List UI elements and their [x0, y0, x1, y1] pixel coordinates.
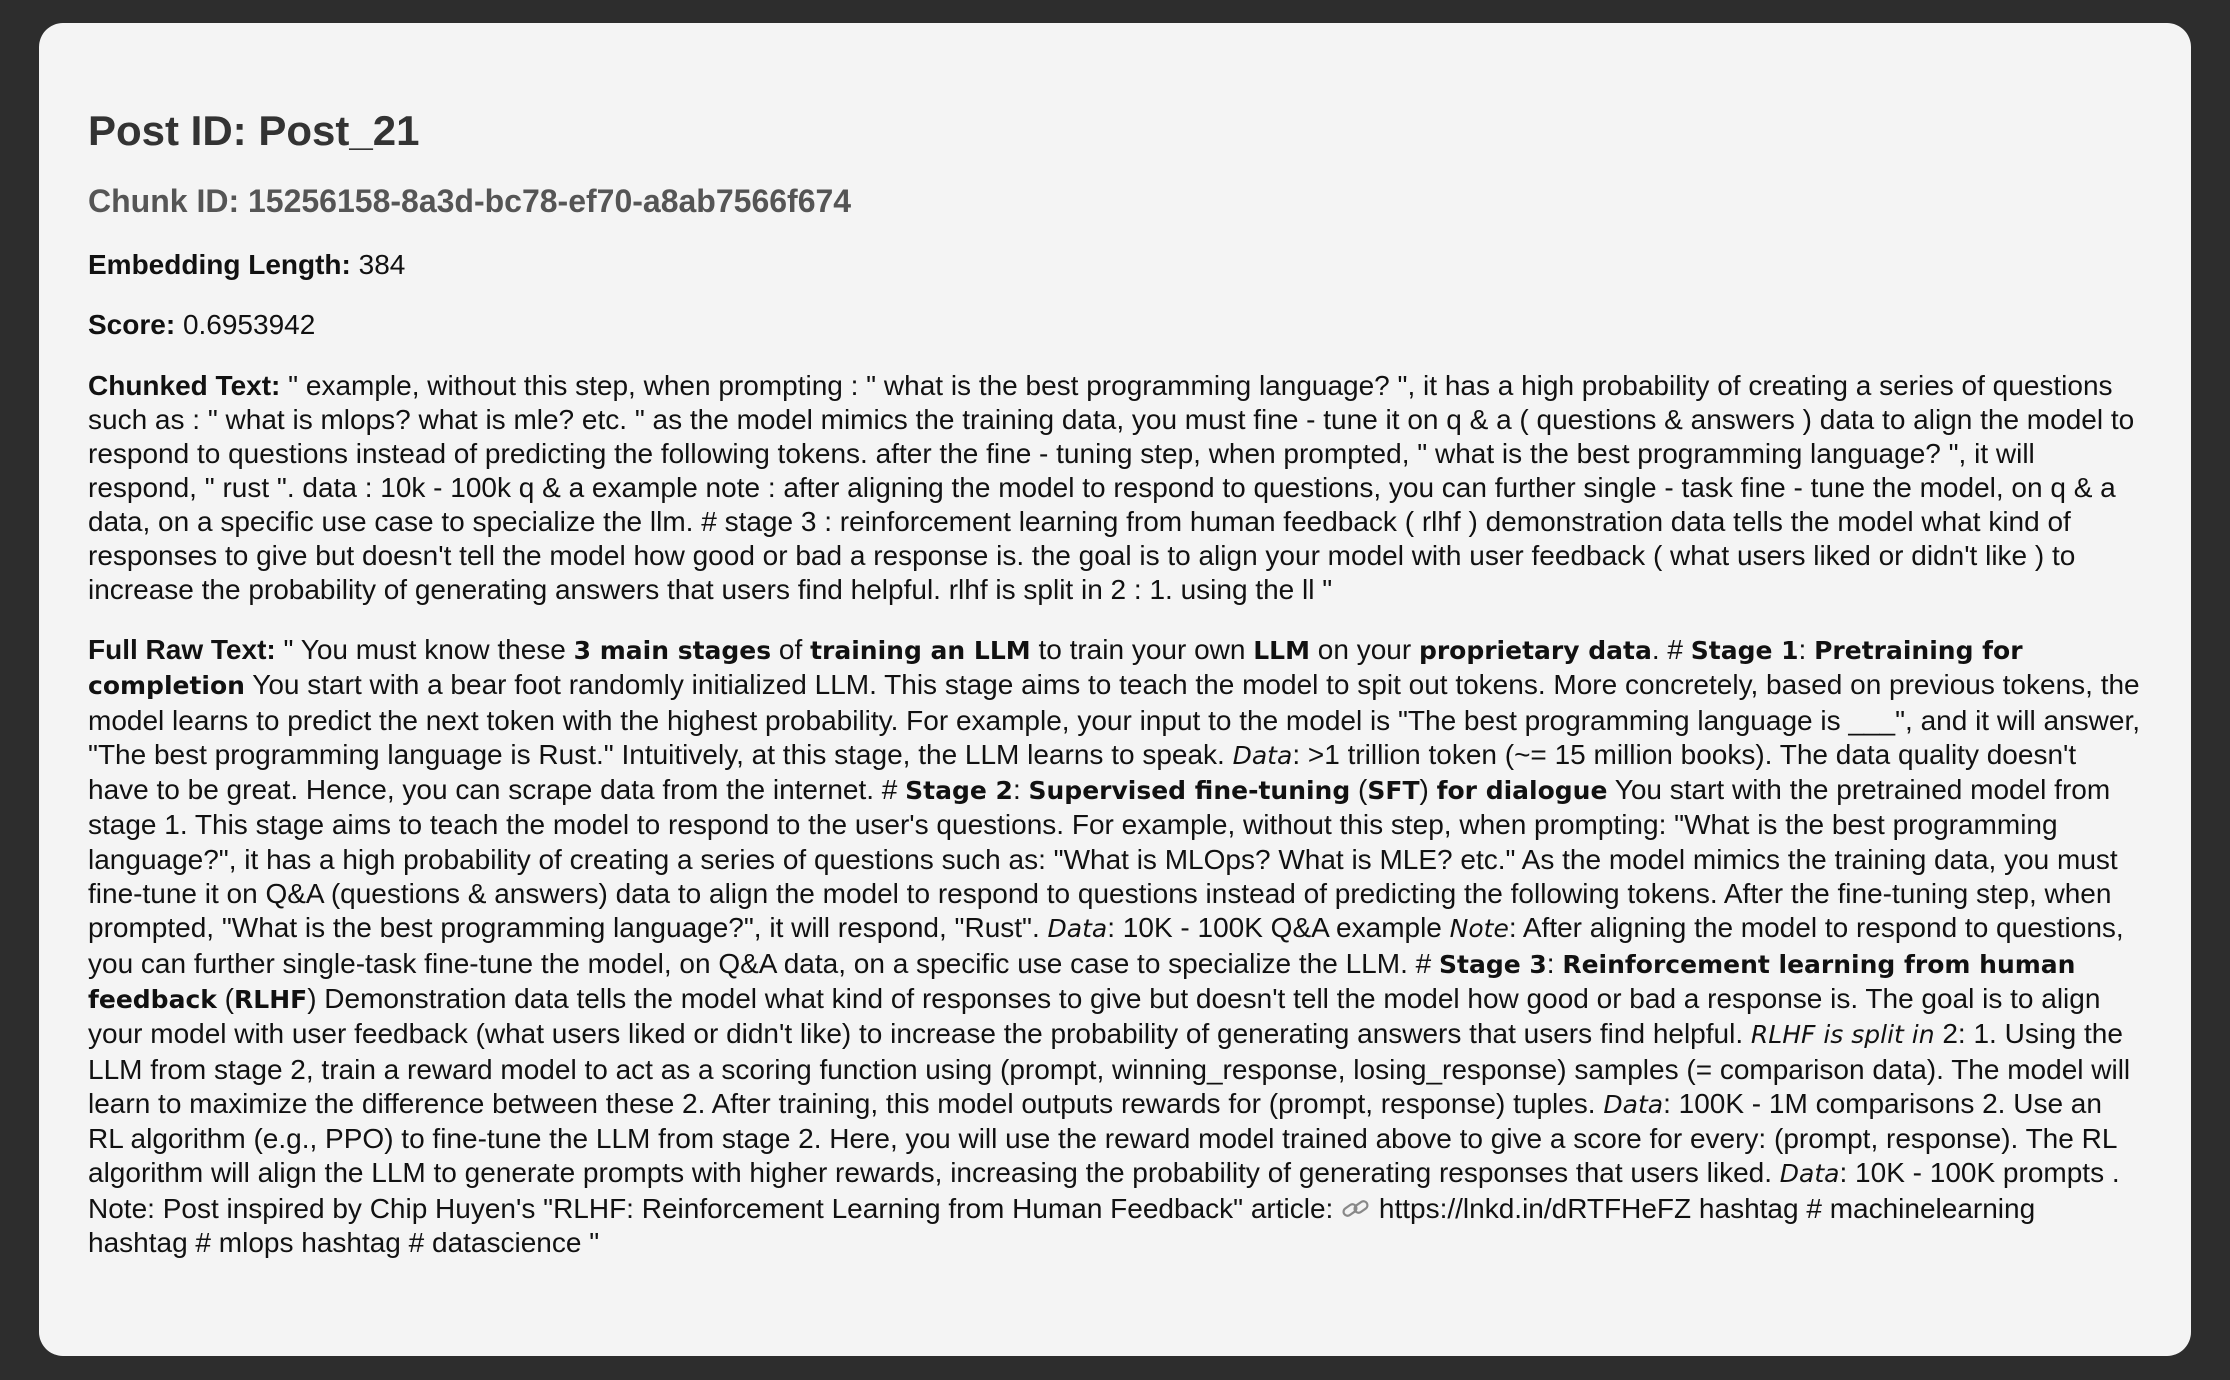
post-title-label: Post ID: — [88, 107, 247, 154]
score-label: Score: — [88, 309, 176, 340]
raw-text-italic: Data — [1603, 1089, 1664, 1119]
raw-text-segment: . # — [1651, 634, 1691, 665]
raw-text-emphasis: Supervised fine-tuning — [1028, 776, 1351, 806]
post-title — [88, 105, 2141, 157]
raw-text-segment: : — [1798, 634, 1815, 665]
raw-text-segment: ( — [1350, 774, 1368, 806]
full-raw-text-field — [88, 633, 2141, 1260]
full-raw-text-label: Full Raw Text: — [88, 634, 276, 665]
raw-text-segment: " You must know these — [283, 634, 574, 665]
raw-text-emphasis: RLHF — [234, 984, 308, 1014]
raw-text-emphasis: SFT — [1367, 776, 1420, 806]
raw-text-segment: : 100K - 1M comparisons 2. Use an RL algorithm (e.g., PPO) to fine-tune the LLM from stage 2. Here, you will use the reward model trained above to give a score for every: (prompt, response). The RL algorithm will align the LLM to generate prompts with higher rewards, increasing the probability of generating responses that users liked. — [88, 1087, 2117, 1189]
raw-text-emphasis: Reinforcement learning from human feedback — [88, 949, 2076, 1014]
raw-text-emphasis: Stage 1 — [1690, 636, 1799, 665]
raw-text-segment: ( — [216, 982, 235, 1014]
raw-text-italic: Note — [1449, 914, 1509, 944]
raw-text-segment: You start with the pretrained model from stage 1. This stage aims to teach the model to respond to the user's questions. For example, without this step, when prompting: "What is the best programming language?", it has a high probability of creating a series of questions such as: "What is MLOps? What is MLE? etc." As the model mimics the training data, you must fine-tune it on Q&A (questions & answers) data to align the model to respond to questions instead of predicting the following tokens. After the fine-tuning step, when prompted, "What is the best programming language?", it will respond, "Rust". — [88, 774, 2118, 944]
raw-text-segment: : >1 trillion token (~= 15 million books). The data quality doesn't have to be great. Hence, you can scrape data from the internet. # — [88, 738, 2077, 806]
raw-text-segment: You start with a bear foot randomly initialized LLM. This stage aims to teach the model to spit out tokens. More concretely, based on previous tokens, the model learns to predict the next token with the highest probability. For example, your input to the model is "The best programming language is ___", and it will answer, "The best programming language is Rust." Intuitively, at this stage, the LLM learns to speak. — [88, 669, 2141, 770]
chunked-text-label: Chunked Text: — [88, 370, 281, 401]
raw-text-emphasis: training an LLM — [810, 636, 1031, 665]
raw-text-segment: to train your own — [1030, 634, 1254, 665]
raw-text-segment: : After aligning the model to respond to questions, you can further single-task fine-tune the model, on Q&A data, on a specific use case to specialize the LLM. # — [88, 912, 2124, 979]
link-icon — [1341, 1194, 1371, 1216]
chunk-id-label: Chunk ID: — [88, 183, 240, 219]
raw-text-italic: RLHF is split in — [1750, 1020, 1935, 1050]
raw-text-emphasis: LLM — [1253, 636, 1310, 665]
raw-text-segment: : — [1546, 947, 1563, 979]
embedding-length-value: 384 — [358, 249, 406, 280]
raw-text-italic: Data — [1047, 914, 1108, 944]
raw-text-emphasis: 3 main stages — [573, 636, 772, 665]
raw-text-italic: Data — [1232, 740, 1293, 770]
chunked-text-field — [88, 369, 2141, 607]
raw-text-segment: https://lnkd.in/dRTFHeFZ hashtag # machinelearning hashtag # mlops hashtag # datascience " — [88, 1192, 2036, 1259]
raw-text-segment: : — [1012, 774, 1029, 806]
raw-text-emphasis: for dialogue — [1436, 776, 1608, 806]
score-value: 0.6953942 — [182, 309, 316, 340]
post-id-value: Post_21 — [258, 107, 420, 154]
raw-text-segment: ) — [1419, 774, 1437, 806]
raw-text-segment: ) Demonstration data tells the model what kind of responses to give but doesn't tell the model how good or bad a response is. The goal is to align your model with user feedback (what users liked or didn't like) to increase the probability of generating answers that users find helpful. — [88, 982, 2101, 1050]
score-field — [88, 308, 2141, 342]
raw-text-emphasis: Pretraining for completion — [88, 636, 2023, 701]
chunk-title — [88, 181, 2141, 221]
document-card — [39, 23, 2191, 1356]
chunk-id-value: 15256158-8a3d-bc78-ef70-a8ab7566f674 — [247, 183, 852, 219]
chunked-text-value: " example, without this step, when prompting : " what is the best programming language? ", it has a high probability of creating a series of questions such as : " what is mlops? what is mle? etc. " as the model mimics the training data, you must fine - tune it on q & a ( questions & answers ) data to align the model to respond to questions instead of predicting the following tokens. after the fine - tuning step, when prompted, " what is the best programming language? ", it will respond, " rust ". data : 10k - 100k q & a example note : after aligning the model to respond to questions, you can further single - task fine - tune the model, on q & a data, on a specific use case to specialize the llm. # stage 3 : reinforcement learning from human feedback ( rlhf ) demonstration data tells the model what kind of responses to give but doesn't tell the model how good or bad a response is. the goal is to align your model with user feedback ( what users liked or didn't like ) to increase the probability of generating answers that users find helpful. rlhf is split in 2 : 1. using the ll " — [88, 370, 2135, 605]
raw-text-italic: Data — [1779, 1159, 1840, 1189]
raw-text-segment: : 10K - 100K prompts . Note: Post inspired by Chip Huyen's "RLHF: Reinforcement Learning from Human Feedback" article: — [88, 1157, 2120, 1224]
raw-text-segment: on your — [1309, 634, 1419, 665]
embedding-length-label: Embedding Length: — [88, 249, 351, 280]
raw-text-emphasis: Stage 3 — [1439, 949, 1547, 979]
embedding-length-field — [88, 248, 2141, 282]
raw-text-segment: : 10K - 100K Q&A example — [1107, 912, 1450, 944]
full-raw-text-value — [88, 634, 2140, 1258]
raw-text-segment: of — [771, 634, 811, 665]
raw-text-emphasis: Stage 2 — [905, 776, 1013, 806]
raw-text-emphasis: proprietary data — [1418, 636, 1652, 665]
raw-text-segment: 2: 1. Using the LLM from stage 2, train a reward model to act as a scoring function using (prompt, winning_response, losing_response) samples (= comparison data). The model will learn to maximize the difference between these 2. After training, this model outputs rewards for (prompt, response) tuples. — [88, 1018, 2131, 1119]
